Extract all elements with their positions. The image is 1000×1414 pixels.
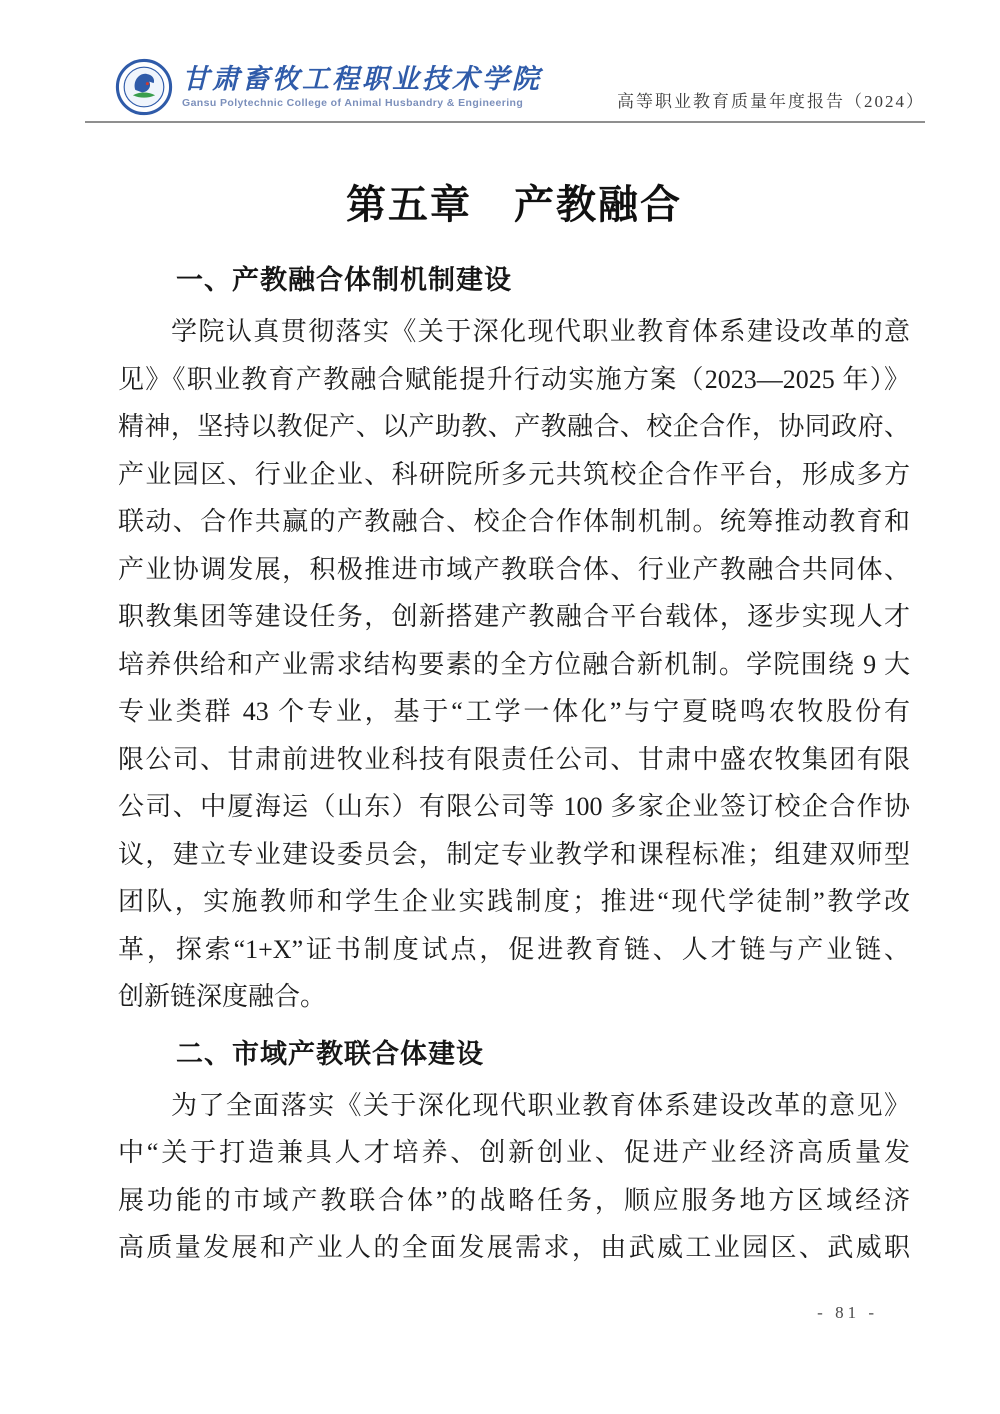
header-rule [85, 58, 925, 123]
paragraph-line: 为了全面落实《关于深化现代职业教育体系建设改革的意见》 [171, 1090, 910, 1120]
school-emblem-icon [115, 58, 173, 116]
chapter-title: 第五章 产教融合 [346, 182, 682, 227]
paragraph-line: 创新链深度融合。 [118, 982, 327, 1011]
section-2 [118, 1034, 910, 1272]
page-number: - 81 - [817, 1303, 878, 1322]
report-title: 高等职业教育质量年度报告（2024） [617, 92, 925, 111]
paragraph-line: 精神，坚持以教促产、以产助教、产教融合、校企合作，协同政府、 [118, 412, 910, 441]
page-body [118, 120, 910, 1272]
section-1-paragraph [118, 308, 910, 1021]
paragraph-line: 联动、合作共赢的产教融合、校企合作体制机制。统筹推动教育和 [118, 507, 910, 536]
school-name-zh: 甘肃畜牧工程职业技术学院 [182, 64, 542, 95]
school-logo-group [115, 58, 542, 116]
section-2-paragraph [118, 1082, 910, 1272]
paragraph-line: 培养供给和产业需求结构要素的全方位融合新机制。学院围绕 9 大 [118, 649, 910, 679]
paragraph-line: 团队，实施教师和学生企业实践制度；推进“现代学徒制”教学改 [118, 887, 910, 916]
paragraph-line: 高质量发展和产业人的全面发展需求，由武威工业园区、武威职 [118, 1233, 910, 1262]
paragraph-line: 革，探索“1+X”证书制度试点，促进教育链、人才链与产业链、 [118, 934, 910, 964]
paragraph-line: 专业类群 43 个专业，基于“工学一体化”与宁夏晓鸣农牧股份有 [118, 697, 910, 726]
paragraph-line: 职教集团等建设任务，创新搭建产教融合平台载体，逐步实现人才 [118, 602, 910, 631]
school-name-block [182, 65, 542, 109]
paragraph-line: 公司、中厦海运（山东）有限公司等 100 多家企业签订校企合作协 [118, 792, 910, 821]
section-1-heading: 一、产教融合体制机制建设 [176, 265, 512, 295]
school-name-en: Gansu Polytechnic College of Animal Husbandry & Engineering [182, 96, 524, 109]
page-header [85, 58, 925, 123]
section-1 [118, 260, 910, 1021]
paragraph-line: 产业园区、行业企业、科研院所多元共筑校企合作平台，形成多方 [118, 459, 910, 489]
paragraph-line: 展功能的市域产教联合体”的战略任务，顺应服务地方区域经济 [118, 1185, 910, 1215]
paragraph-line: 议，建立专业建设委员会，制定专业教学和课程标准；组建双师型 [118, 839, 910, 869]
paragraph-line: 产业协调发展，积极推进市域产教联合体、行业产教融合共同体、 [118, 554, 910, 584]
section-2-heading: 二、市域产教联合体建设 [176, 1038, 484, 1069]
paragraph-line: 中“关于打造兼具人才培养、创新创业、促进产业经济高质量发 [118, 1138, 910, 1167]
paragraph-line: 见》《职业教育产教融合赋能提升行动实施方案（2023—2025 年）》 [118, 364, 910, 394]
paragraph-line: 学院认真贯彻落实《关于深化现代职业教育体系建设改革的意 [171, 317, 910, 346]
paragraph-line: 限公司、甘肃前进牧业科技有限责任公司、甘肃中盛农牧集团有限 [118, 744, 910, 774]
